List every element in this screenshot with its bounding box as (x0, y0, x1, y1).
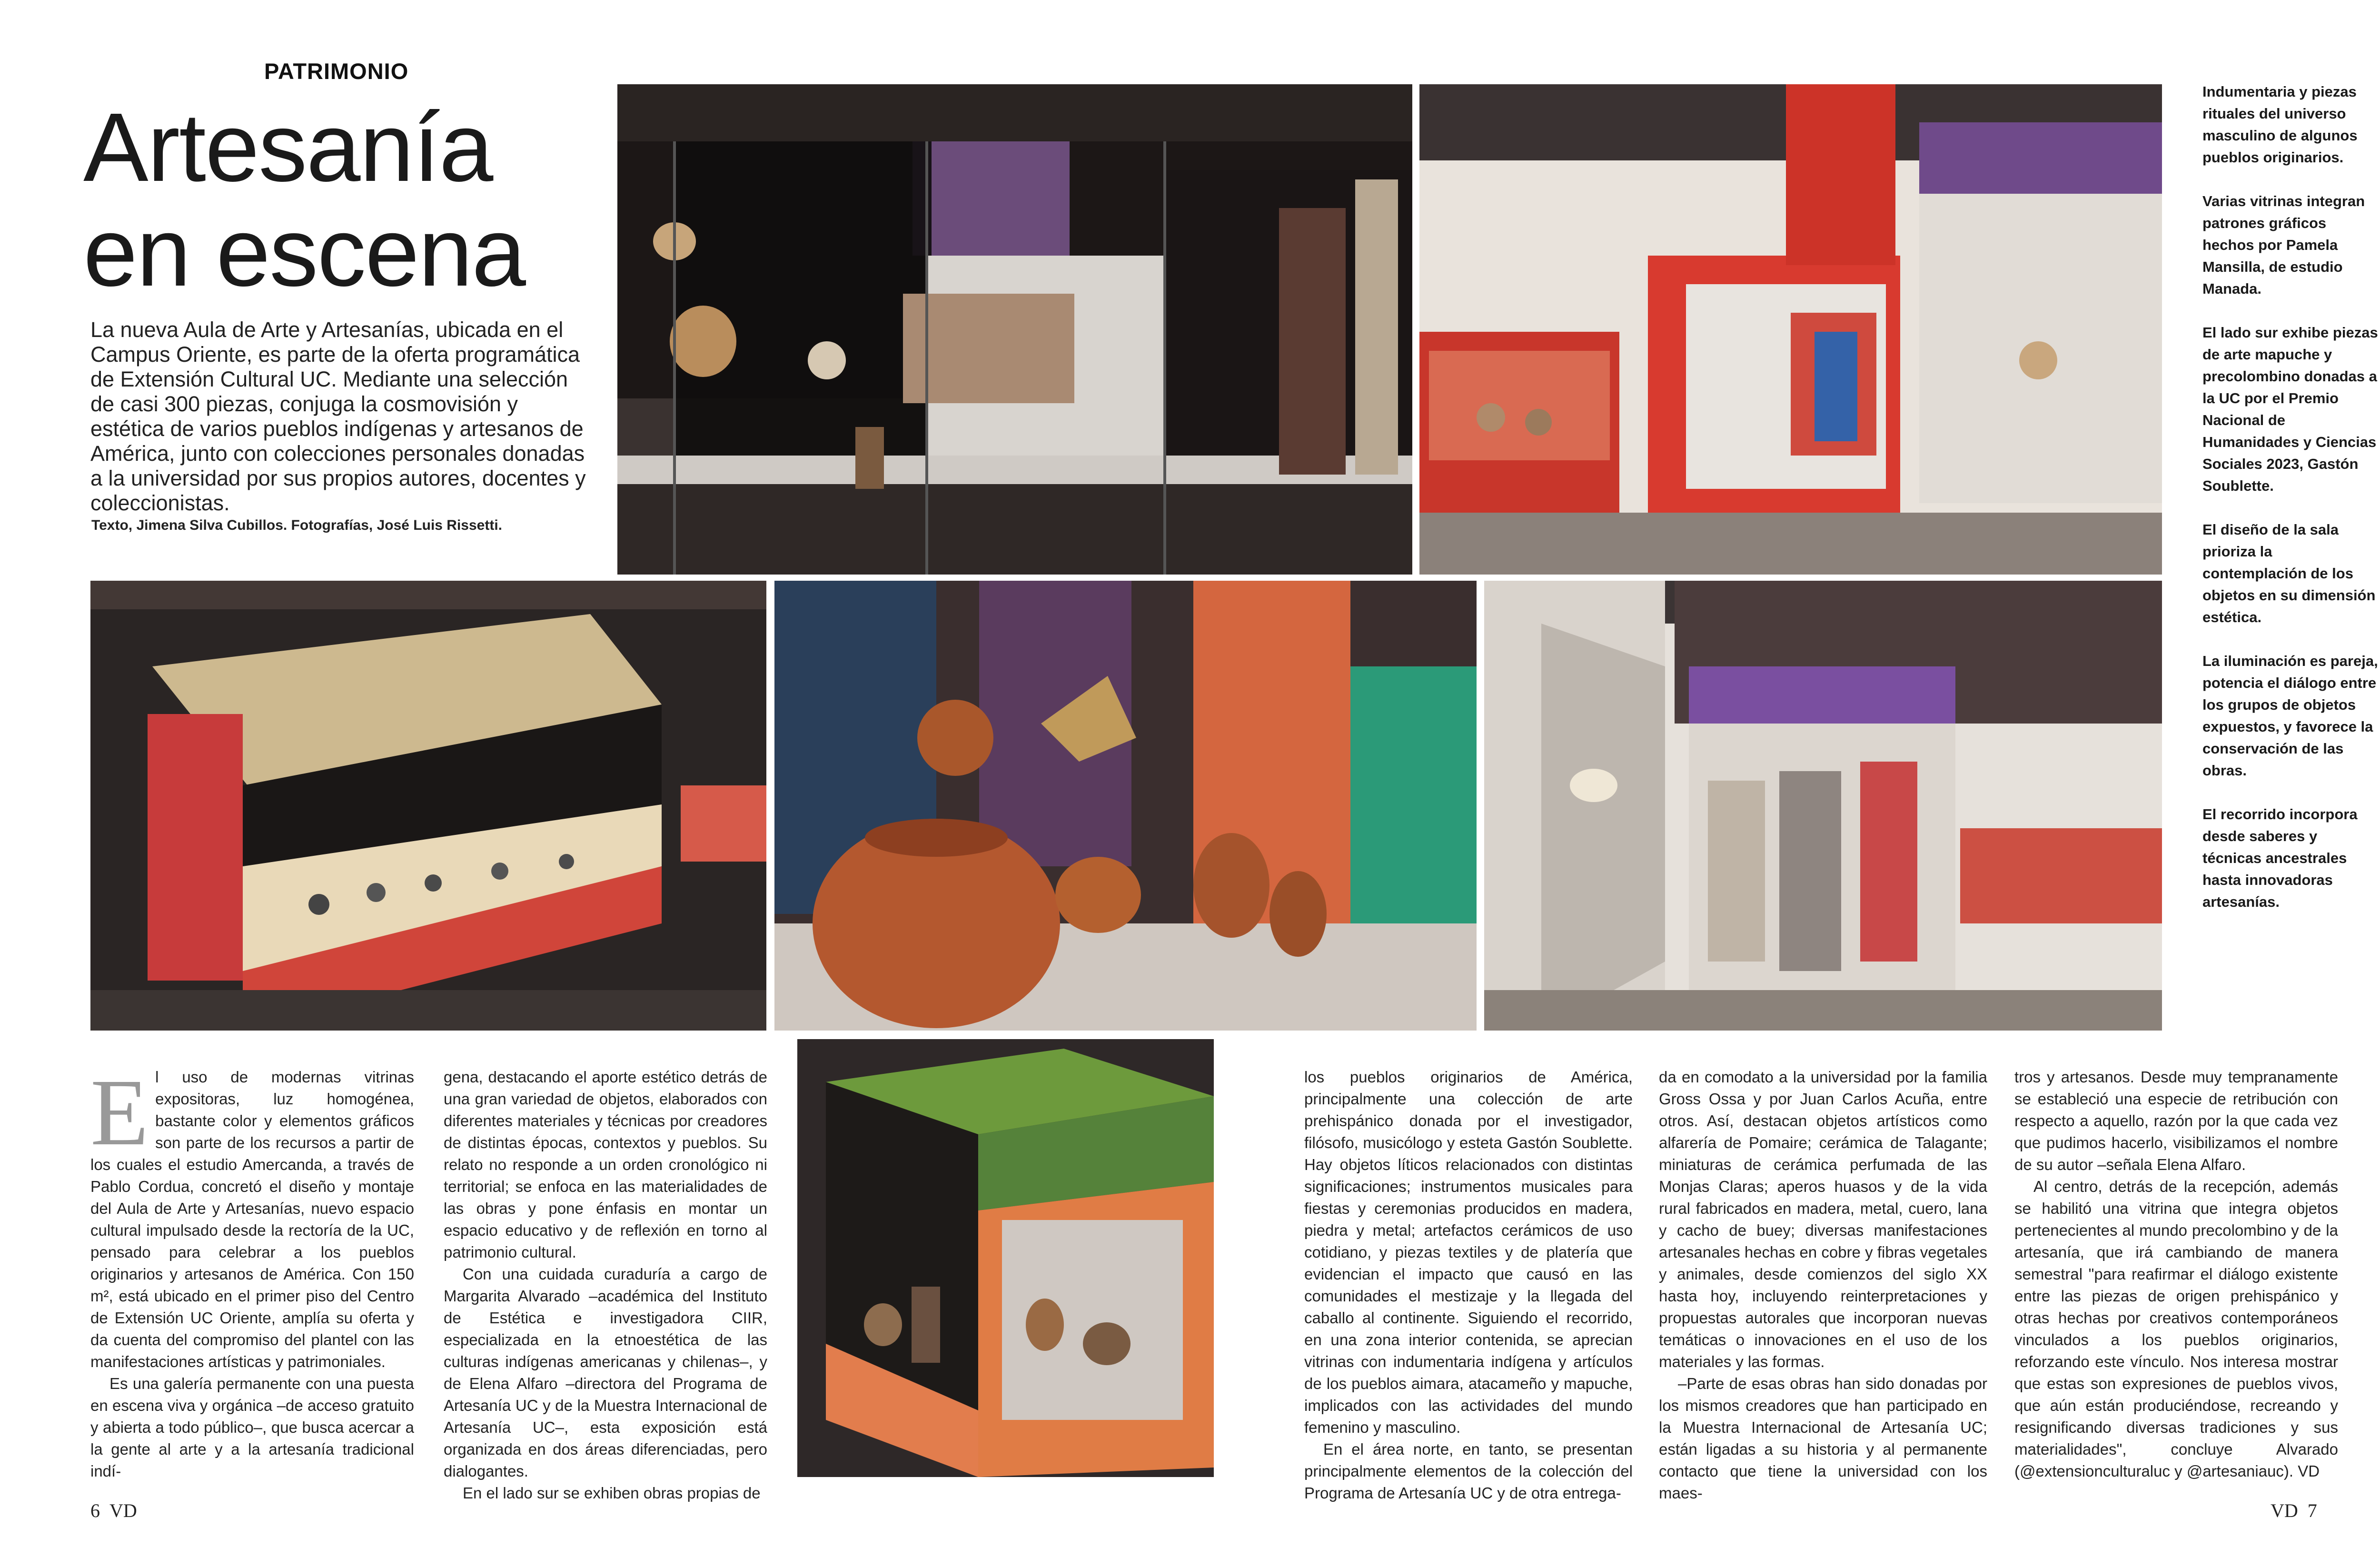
body-column-4 (1659, 1066, 1987, 1504)
body-paragraph: –Parte de esas obras han sido donadas por los mismos creadores que han participado en la Muestra Internacional de Artesanía UC; están ligadas a su historia y al permanente contacto que tiene la universidad con los maes- (1659, 1375, 1987, 1502)
article-credit: Texto, Jimena Silva Cubillos. Fotografías, José Luis Rissetti. (91, 517, 502, 533)
page-number: 6 (90, 1500, 100, 1521)
section-label: PATRIMONIO (264, 59, 409, 84)
caption: El recorrido incorpora desde saberes y técnicas ancestrales hasta innovadoras artesanías. (2202, 806, 2358, 910)
body-paragraph: los pueblos originarios de América, principalmente una colección de arte prehispánico donada por el investigador, filósofo, musicólogo y esteta Gastón Soublette. Hay objetos líticos relacionados con distintas significaciones; instrumentos musicales para fiestas y ceremonias producidos en madera, piedra y metal; artefactos cerámicos de uso cotidiano, y piezas textiles y de platería que evidencian el impacto que causó en las comunidades el mestizaje y la llegada del caballo al continente. Siguiendo el recorrido, en una zona interior contenida, se aprecian vitrinas con indumentaria indígena y artículos de los pueblos aimara, atacameño y mapuche, implicados con las actividades del mundo femenino y masculino. (1304, 1068, 1633, 1436)
photo-red-wall-room (1419, 84, 2162, 575)
body-paragraph: tros y artesanos. Desde muy tempranamente se estableció una especie de retribución con respecto a aquello, razón por la que cada vez que pudimos hacerlo, visibilizamos el nombre de su autor –señala Elena Alfaro. (2014, 1068, 2338, 1173)
body-paragraph: Es una galería permanente con una puesta en escena viva y orgánica –de acceso gratuito y abierta a todo público–, que busca acercar a la gente al arte y a la artesanía tradicional indí- (90, 1375, 414, 1480)
folio-left (90, 1499, 137, 1522)
title-line-1: Artesanía (83, 93, 493, 202)
magazine-mark: VD (109, 1500, 137, 1521)
drop-cap: E (90, 1060, 149, 1165)
body-column-3 (1304, 1066, 1633, 1504)
caption: El lado sur exhibe piezas de arte mapuche y precolombino donadas a la UC por el Premio Nacional de Humanidades y Ciencias Sociales 2023, Gastón Soublette. (2202, 324, 2378, 494)
caption: El diseño de la sala prioriza la contemplación de los objetos en su dimensión estética. (2202, 521, 2376, 625)
photo-central-vitrine (797, 1039, 1214, 1477)
body-paragraph: Con una cuidada curaduría a cargo de Margarita Alvarado –académica del Instituto de Estética e investigadora CIIR, especializada en la etnoestética de las culturas indígenas americanas y chilenas–, y de Elena Alfaro –directora del Programa de Artesanía UC y de la Muestra Internacional de Artesanía UC–, esta exposición está organizada en dos áreas diferenciadas, pero dialogantes. (444, 1265, 767, 1480)
body-paragraph: Al centro, detrás de la recepción, además se habilitó una vitrina que integra objetos pertenecientes al mundo precolombino y de la artesanía, que irá cambiando de manera semestral "para reafirmar el diálogo existente entre las piezas de origen prehispánico y otras hechas por creativos contemporáneos vinculados a los pueblos originarios, reforzando este vínculo. Nos interesa mostrar que estas son expresiones de pueblos vivos, que aún están produciéndose, recreando y resignificando diversas tradiciones y sus materialidades", concluye Alvarado (@extensionculturaluc y @artesaniauc). VD (2014, 1178, 2338, 1480)
caption: Varias vitrinas integran patrones gráficos hechos por Pamela Mansilla, de estudio Manada. (2202, 193, 2365, 297)
magazine-mark: VD (2271, 1500, 2298, 1521)
caption: Indumentaria y piezas rituales del universo masculino de algunos pueblos originarios. (2202, 83, 2358, 166)
body-column-1 (90, 1060, 414, 1482)
body-paragraph: l uso de modernas vitrinas expositoras, luz homogénea, bastante color y elementos gráficos son parte de los recursos a partir de los cuales el estudio Amercanda, a través de Pablo Cordua, concretó el diseño y montaje del Aula de Arte y Artesanías, nuevo espacio cultural impulsado desde la rectoría de la UC, pensado para celebrar a los pueblos originarios y artesanos de América. Con 150 m², está ubicado en el primer piso del Centro de Extensión UC Oriente, amplía su oferta y da cuenta del compromiso del plantel con las manifestaciones artísticas y patrimoniales. (90, 1068, 414, 1370)
body-paragraph: gena, destacando el aporte estético detrás de una gran variedad de objetos, elaborados con diferentes materiales y técnicas por creadores de distintas épocas, contextos y pueblos. Su relato no responde a un orden cronológico ni territorial; se enfoca en las materialidades de las obras y pone énfasis en montar un espacio educativo y de reflexión en torno al patrimonio cultural. (444, 1068, 767, 1261)
body-paragraph: da en comodato a la universidad por la familia Gross Ossa y por Juan Carlos Acuña, entre otros. Así, destacan objetos artísticos como alfarería de Pomaire; cerámica de Talagante; miniaturas de cerámica perfumada de las Monjas Claras; aperos huasos y de la vida rural fabricados en madera, metal, cuero, lana y cacho de buey; diversas manifestaciones artesanales hechas en cobre y fibras vegetales y animales, desde comienzos del siglo XX hasta hoy, incluyendo reinterpretaciones y propuestas autorales que incorporan nuevas temáticas o innovaciones en el uso de los materiales y las formas. (1659, 1068, 1987, 1370)
photo-long-vitrine (90, 581, 766, 1031)
folio-right (2271, 1499, 2317, 1522)
page-number: 7 (2307, 1500, 2317, 1521)
body-column-5 (2014, 1066, 2338, 1482)
body-column-2 (444, 1066, 767, 1504)
body-paragraph: En el lado sur se exhiben obras propias de (463, 1484, 761, 1502)
article-title (83, 95, 525, 305)
caption: La iluminación es pareja, potencia el diálogo entre los grupos de objetos expuestos, y favorece la conservación de las obras. (2202, 653, 2378, 779)
photo-captions (2202, 81, 2379, 935)
photo-textiles (1484, 581, 2162, 1031)
body-paragraph: En el área norte, en tanto, se presentan principalmente elementos de la colección del Programa de Artesanía UC y de otra entrega- (1304, 1440, 1633, 1502)
photo-pottery (774, 581, 1477, 1031)
title-line-2: en escena (83, 198, 526, 307)
photo-vitrines-artifacts (617, 84, 1412, 575)
article-dek: La nueva Aula de Arte y Artesanías, ubicada en el Campus Oriente, es parte de la oferta programática de Extensión Cultural UC. Mediante una selección de casi 300 piezas, conjuga la cosmovisión y estética de varios pueblos indígenas y artesanos de América, junto con colecciones personales donadas a la universidad por sus propios autores, docentes y coleccionistas. (90, 317, 586, 515)
